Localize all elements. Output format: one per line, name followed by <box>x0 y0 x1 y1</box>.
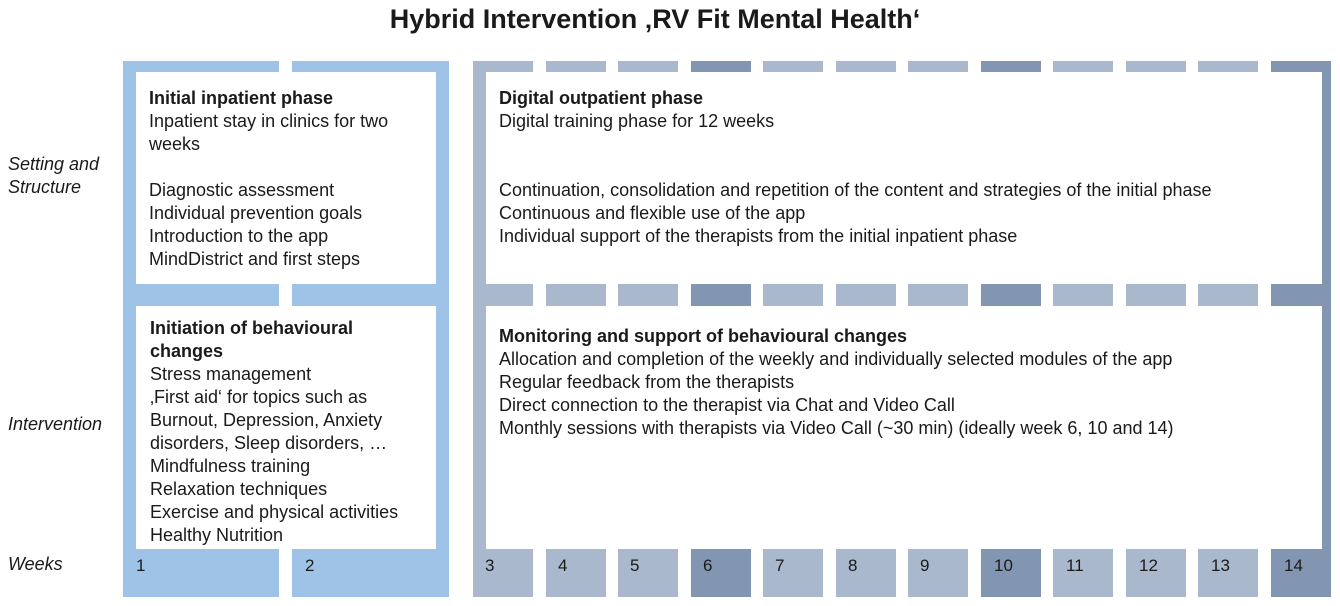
box-item: Exercise and physical activities <box>150 502 399 522</box>
box-heading: changes <box>150 341 224 361</box>
outpatient-setting-box <box>486 72 1322 284</box>
box-item: Direct connection to the therapist via Chat and Video Call <box>499 395 955 415</box>
box-item: Continuation, consolidation and repetition of the content and strategies of the initial phase <box>499 180 1212 200</box>
week-number: 5 <box>630 556 640 575</box>
box-item: Individual support of the therapists from the initial inpatient phase <box>499 226 1018 246</box>
box-item: Introduction to the app <box>149 226 329 246</box>
box-item: Allocation and completion of the weekly and individually selected modules of the app <box>499 349 1173 369</box>
week-number: 11 <box>1066 556 1084 575</box>
box-heading: Initial inpatient phase <box>149 88 334 108</box>
box-line: Inpatient stay in clinics for two <box>149 111 389 131</box>
box-item: Relaxation techniques <box>150 479 328 499</box>
week-number: 10 <box>994 556 1013 575</box>
box-item: Monthly sessions with therapists via Video Call (~30 min) (ideally week 6, 10 and 14) <box>499 418 1174 438</box>
box-item: Healthy Nutrition <box>150 525 284 545</box>
box-heading: Monitoring and support of behavioural changes <box>499 326 908 346</box>
week-number: 4 <box>558 556 568 575</box>
row-label-setting-line: Setting and <box>8 154 100 174</box>
box-item: disorders, Sleep disorders, … <box>150 433 388 453</box>
diagram-title: Hybrid Intervention ‚RV Fit Mental Health‘ <box>389 4 921 34</box>
box-item: Continuous and flexible use of the app <box>499 203 806 223</box>
box-item: MindDistrict and first steps <box>149 249 361 269</box>
week-number: 3 <box>485 556 495 575</box>
row-label-intervention: Intervention <box>8 414 103 434</box>
week-number: 1 <box>136 556 146 575</box>
box-heading: Initiation of behavioural <box>150 318 354 338</box>
box-item: Regular feedback from the therapists <box>499 372 795 392</box>
row-label-setting <box>8 153 99 199</box>
outpatient-intervention-box <box>486 306 1322 549</box>
week-number: 6 <box>703 556 713 575</box>
row-label-setting-line: Structure <box>8 177 82 197</box>
row-label-weeks: Weeks <box>8 554 63 574</box>
box-item: Stress management <box>150 364 312 384</box>
week-number: 7 <box>775 556 785 575</box>
inpatient-intervention-box <box>136 306 436 549</box>
inpatient-setting-box <box>136 72 436 284</box>
week-number: 2 <box>305 556 315 575</box>
box-item: ‚First aid‘ for topics such as <box>150 387 368 407</box>
box-item: Individual prevention goals <box>149 203 363 223</box>
week-number: 9 <box>920 556 930 575</box>
week-number: 14 <box>1284 556 1303 575</box>
box-line: Digital training phase for 12 weeks <box>499 111 775 131</box>
box-item: Mindfulness training <box>150 456 311 476</box>
week-number: 13 <box>1211 556 1230 575</box>
week-number: 12 <box>1139 556 1158 575</box>
week-number: 8 <box>848 556 858 575</box>
box-line: weeks <box>149 134 201 154</box>
box-heading: Digital outpatient phase <box>499 88 704 108</box>
box-item: Burnout, Depression, Anxiety <box>150 410 383 430</box>
box-item: Diagnostic assessment <box>149 180 335 200</box>
